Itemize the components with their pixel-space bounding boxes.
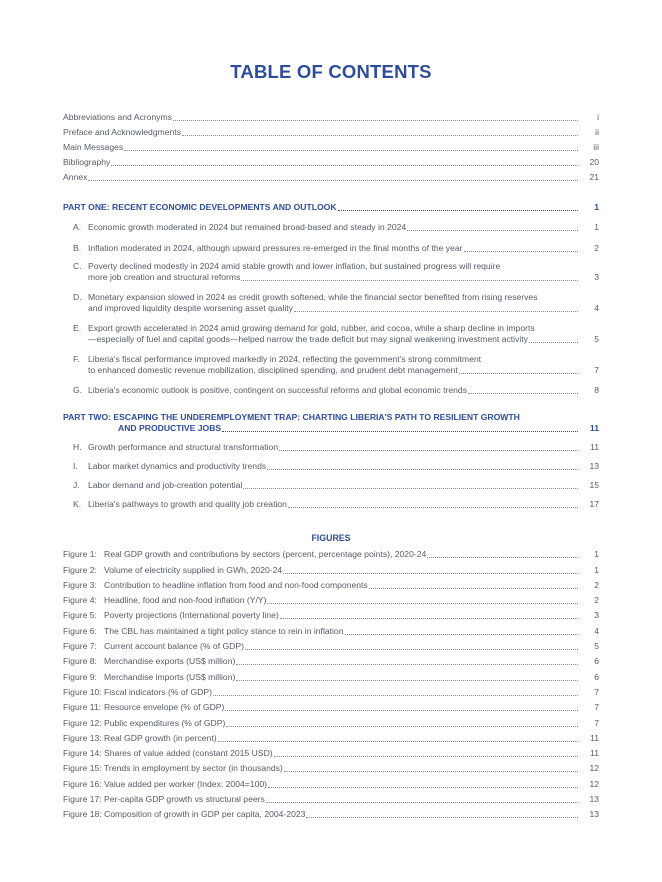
figure-page: 13 [589, 794, 599, 805]
section-label: Inflation moderated in 2024, although upward pressures re-emerged in the final months of the year [88, 243, 463, 253]
toc-entry-label: Annex [63, 172, 88, 182]
toc-section-i[interactable] [63, 453, 599, 472]
dot-leader [280, 617, 578, 619]
figure-entry[interactable] [63, 744, 599, 759]
toc-section-b[interactable] [63, 233, 599, 254]
section-letter: H. [73, 442, 82, 452]
dot-leader [222, 430, 578, 432]
dot-leader [218, 740, 578, 742]
section-label-line2: —especially of fuel and capital goods—helped narrow the trade deficit but may signal weakening investment activity [88, 334, 528, 344]
figure-page: 12 [589, 763, 599, 774]
section-letter: B. [73, 243, 82, 253]
figure-page: 6 [594, 656, 599, 667]
dot-leader [236, 663, 578, 665]
figure-entry[interactable] [63, 713, 599, 728]
section-label-line1: Poverty declined modestly in 2024 amid stable growth and lower inflation, but sustained progress will require [88, 261, 501, 271]
figure-label: Figure 18: [63, 809, 102, 820]
dot-leader [124, 149, 578, 151]
toc-entry[interactable] [63, 138, 599, 153]
dot-leader [369, 587, 578, 589]
toc-entry-page: iii [593, 142, 599, 152]
toc-section-a[interactable] [63, 213, 599, 233]
figure-title: Contribution to headline inflation from food and non-food components [104, 579, 368, 590]
figure-page: 11 [590, 748, 599, 759]
section-label: Labor demand and job-creation potential [88, 480, 243, 490]
section-page: 7 [594, 365, 599, 375]
dot-leader [182, 134, 578, 136]
section-label-line1: Monetary expansion slowed in 2024 as credit growth softened, while the financial sector benefited from rising reserves [88, 292, 538, 302]
figure-entry[interactable] [63, 790, 599, 805]
part-heading-line2: AND PRODUCTIVE JOBS [118, 423, 222, 433]
dot-leader [274, 755, 578, 757]
dot-leader [464, 250, 578, 252]
toc-section-j[interactable] [63, 472, 599, 491]
part-heading-line1: PART TWO: ESCAPING THE UNDEREMPLOYMENT TRAP: CHARTING LIBERIA'S PATH TO RESILIENT GROWTH [63, 412, 520, 422]
part-two-heading[interactable] [63, 412, 599, 434]
dot-leader [407, 229, 578, 231]
figure-entry[interactable] [63, 545, 599, 560]
section-label-line2: more job creation and structural reforms [88, 272, 241, 282]
figure-title: Trends in employment by sector (in thousands) [104, 763, 283, 774]
section-letter: F. [73, 354, 80, 364]
section-page: 11 [590, 442, 599, 452]
dot-leader [288, 506, 578, 508]
part-one-section [63, 198, 599, 396]
dot-leader [267, 602, 578, 604]
front-matter-list [63, 108, 599, 183]
figure-title: Fiscal indicators (% of GDP) [104, 686, 212, 697]
section-page: 13 [589, 461, 599, 471]
toc-entry-label: Main Messages [63, 142, 124, 152]
figure-entry[interactable] [63, 729, 599, 744]
dot-leader [345, 633, 579, 635]
figure-page: 13 [589, 809, 599, 820]
figure-entry[interactable] [63, 621, 599, 636]
dot-leader [267, 468, 578, 470]
section-letter: C. [73, 261, 82, 271]
dot-leader [459, 372, 578, 374]
figure-title: Public expenditures (% of GDP) [104, 717, 226, 728]
figure-entry[interactable] [63, 637, 599, 652]
figure-page: 12 [589, 778, 599, 789]
section-letter: J. [73, 480, 80, 490]
figure-page: 7 [594, 686, 599, 697]
figure-entry[interactable] [63, 560, 599, 575]
dot-leader [468, 392, 578, 394]
dot-leader [294, 310, 578, 312]
section-label-line1: Liberia's fiscal performance improved markedly in 2024, reflecting the government's strong commitment [88, 354, 482, 364]
section-label-line1: Export growth accelerated in 2024 amid growing demand for gold, rubber, and cocoa, while a sharp decline in imports [88, 323, 535, 333]
dot-leader [213, 694, 578, 696]
figures-list [63, 545, 599, 820]
figure-entry[interactable] [63, 805, 599, 820]
dot-leader [236, 679, 578, 681]
figure-label: Figure 16: [63, 778, 102, 789]
section-page: 17 [589, 499, 599, 509]
figure-label: Figure 7: [63, 641, 97, 652]
part-heading-page: 1 [594, 202, 599, 212]
figure-title: Current account balance (% of GDP) [104, 641, 244, 652]
section-letter: I. [73, 461, 78, 471]
toc-entry-page: i [597, 112, 599, 122]
figure-label: Figure 12: [63, 717, 102, 728]
section-page: 15 [589, 480, 599, 490]
toc-entry[interactable] [63, 168, 599, 183]
figure-entry[interactable] [63, 591, 599, 606]
figure-label: Figure 5: [63, 610, 97, 621]
figure-label: Figure 14: [63, 748, 102, 759]
dot-leader [306, 816, 578, 818]
figure-title: The CBL has maintained a tight policy stance to rein in inflation [104, 625, 344, 636]
figure-title: Composition of growth in GDP per capita, 2004-2023 [104, 809, 306, 820]
figure-page: 7 [594, 702, 599, 713]
section-label: Labor market dynamics and productivity trends [88, 461, 267, 471]
toc-section-f[interactable] [63, 354, 599, 376]
figure-entry[interactable] [63, 774, 599, 789]
dot-leader [279, 449, 578, 451]
section-letter: A. [73, 222, 82, 232]
section-label: Growth performance and structural transformation [88, 442, 279, 452]
figure-label: Figure 11: [63, 702, 102, 713]
section-page: 1 [594, 222, 599, 232]
toc-entry-label: Abbreviations and Acronyms [63, 112, 172, 122]
figure-entry[interactable] [63, 759, 599, 774]
part-one-heading[interactable] [63, 198, 599, 213]
section-label-line2: to enhanced domestic revenue mobilization, disciplined spending, and prudent debt management [88, 365, 458, 375]
page-title: TABLE OF CONTENTS [230, 61, 432, 82]
toc-entry-page: ii [595, 127, 599, 137]
toc-section-g[interactable] [63, 376, 599, 396]
figure-title: Merchandise exports (US$ million) [104, 656, 236, 667]
figure-entry[interactable] [63, 698, 599, 713]
dot-leader [338, 209, 578, 211]
dot-leader [529, 341, 578, 343]
toc-entry[interactable] [63, 153, 599, 168]
figure-title: Headline, food and non-food inflation (Y/Y) [104, 595, 267, 606]
section-label-line2: and improved liquidity despite worsening asset quality [88, 303, 293, 313]
figure-label: Figure 3: [63, 579, 97, 590]
figure-label: Figure 2: [63, 564, 97, 575]
figure-label: Figure 1: [63, 549, 97, 560]
toc-section-k[interactable] [63, 491, 599, 510]
figures-heading: FIGURES [311, 533, 351, 543]
figure-entry[interactable] [63, 606, 599, 621]
figure-label: Figure 4: [63, 595, 97, 606]
part-heading-label: PART ONE: RECENT ECONOMIC DEVELOPMENTS AND OUTLOOK [63, 202, 337, 212]
section-page: 3 [594, 272, 599, 282]
figure-entry[interactable] [63, 652, 599, 667]
section-label: Liberia's pathways to growth and quality job creation [88, 499, 287, 509]
figure-title: Real GDP growth (in percent) [104, 732, 217, 743]
dot-leader [241, 279, 578, 281]
section-page: 8 [594, 385, 599, 395]
dot-leader [225, 709, 578, 711]
part-heading-page: 11 [589, 423, 599, 433]
figure-title: Real GDP growth and contributions by sectors (percent, percentage points), 2020-24 [104, 549, 427, 560]
dot-leader [245, 648, 578, 650]
section-letter: G. [73, 385, 83, 395]
section-page: 5 [594, 334, 599, 344]
toc-entry[interactable] [63, 108, 599, 123]
section-label: Economic growth moderated in 2024 but remained broad-based and steady in 2024 [88, 222, 407, 232]
figure-title: Per-capita GDP growth vs structural peers [104, 794, 265, 805]
figure-title: Value added per worker (Index: 2004=100) [104, 778, 267, 789]
figure-label: Figure 8: [63, 656, 97, 667]
dot-leader [88, 179, 578, 181]
figure-entry[interactable] [63, 667, 599, 682]
section-page: 4 [594, 303, 599, 313]
toc-section-h[interactable] [63, 434, 599, 453]
figure-label: Figure 17: [63, 794, 102, 805]
figure-title: Poverty projections (International poverty line) [104, 610, 279, 621]
dot-leader [173, 119, 578, 121]
dot-leader [284, 770, 578, 772]
toc-section-e[interactable] [63, 323, 599, 345]
figure-page: 1 [594, 564, 599, 575]
figure-label: Figure 6: [63, 625, 97, 636]
dot-leader [268, 786, 578, 788]
figure-entry[interactable] [63, 683, 599, 698]
figure-title: Merchandise imports (US$ million) [104, 671, 236, 682]
toc-entry-label: Preface and Acknowledgments [63, 127, 181, 137]
toc-section-c[interactable] [63, 261, 599, 283]
toc-entry-page: 21 [589, 172, 599, 182]
figure-label: Figure 10: [63, 686, 102, 697]
toc-section-d[interactable] [63, 292, 599, 314]
figure-label: Figure 9: [63, 671, 97, 682]
dot-leader [427, 556, 578, 558]
figure-page: 2 [594, 595, 599, 606]
dot-leader [283, 572, 578, 574]
toc-entry-page: 20 [589, 157, 599, 167]
toc-entry[interactable] [63, 123, 599, 138]
figure-page: 2 [594, 579, 599, 590]
section-page: 2 [594, 243, 599, 253]
section-letter: K. [73, 499, 82, 509]
figure-page: 5 [594, 641, 599, 652]
dot-leader [111, 164, 578, 166]
part-two-section [63, 412, 599, 510]
figure-title: Resource envelope (% of GDP) [104, 702, 225, 713]
figure-page: 7 [594, 717, 599, 728]
figure-entry[interactable] [63, 576, 599, 591]
section-letter: E. [73, 323, 82, 333]
figure-page: 4 [594, 625, 599, 636]
section-letter: D. [73, 292, 82, 302]
figure-label: Figure 15: [63, 763, 102, 774]
figure-page: 1 [594, 549, 599, 560]
figure-page: 6 [594, 671, 599, 682]
figure-page: 3 [594, 610, 599, 621]
figure-title: Shares of value added (constant 2015 USD) [104, 748, 273, 759]
section-label: Liberia's economic outlook is positive, contingent on successful reforms and global economic trends [88, 385, 468, 395]
figure-title: Volume of electricity supplied in GWh, 2020-24 [104, 564, 283, 575]
toc-entry-label: Bibliography [63, 157, 111, 167]
dot-leader [243, 487, 578, 489]
figure-page: 11 [590, 732, 599, 743]
dot-leader [226, 725, 578, 727]
figure-label: Figure 13: [63, 732, 102, 743]
dot-leader [266, 801, 578, 803]
